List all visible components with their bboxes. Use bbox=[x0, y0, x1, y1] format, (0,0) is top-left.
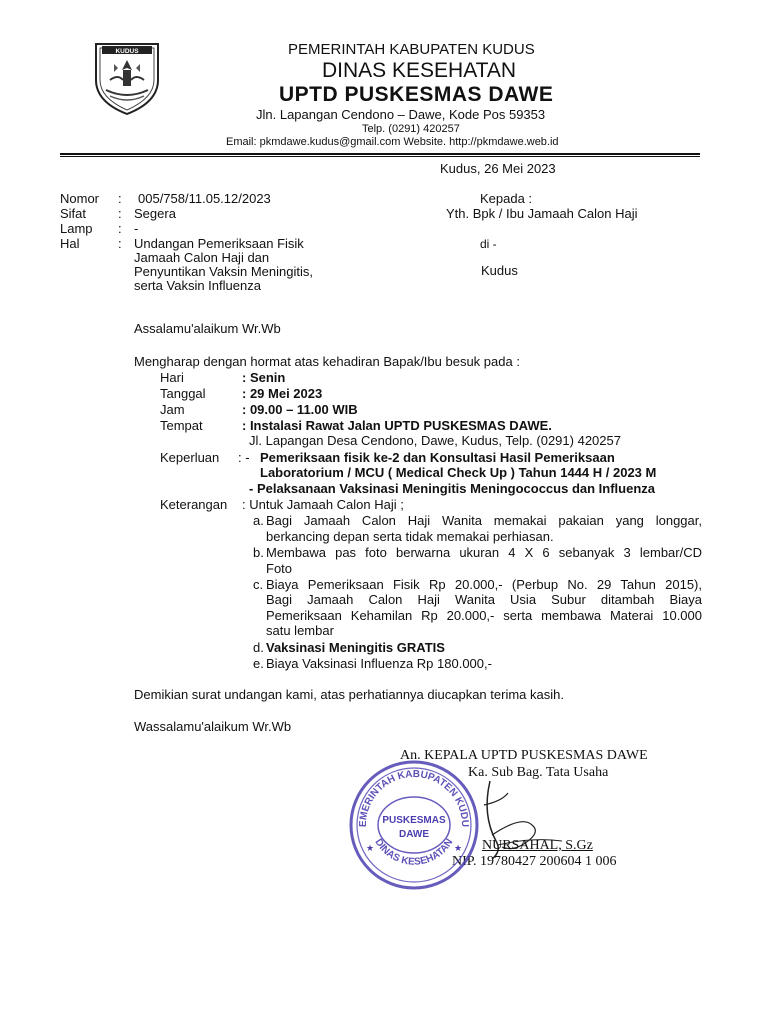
list-marker: d. bbox=[253, 640, 264, 655]
keperluan-label: Keperluan bbox=[160, 450, 220, 465]
meta-colon: : bbox=[118, 236, 122, 251]
keterangan-label: Keterangan bbox=[160, 497, 228, 512]
keperluan-line: - Pelaksanaan Vaksinasi Meningitis Meningococcus dan Influenza bbox=[249, 481, 656, 496]
list-item-line: Biaya Vaksinasi Influenza Rp 180.000,- bbox=[266, 656, 492, 671]
keterangan-intro: : Untuk Jamaah Calon Haji ; bbox=[242, 497, 404, 512]
detail-value-hari: : Senin bbox=[242, 370, 286, 385]
list-marker: b. bbox=[253, 545, 264, 560]
signature-title: An. KEPALA UPTD PUSKESMAS DAWE bbox=[400, 748, 648, 763]
keperluan-line: Pemeriksaan fisik ke-2 dan Konsultasi Hasil Pemeriksaan bbox=[260, 450, 615, 465]
closing-paragraph: Demikian surat undangan kami, atas perhatiannya diucapkan terima kasih. bbox=[134, 687, 564, 702]
list-marker: e. bbox=[253, 656, 264, 671]
meta-label-hal: Hal bbox=[60, 236, 80, 251]
detail-label: Tempat bbox=[160, 418, 203, 433]
kop-agency: DINAS KESEHATAN bbox=[322, 59, 517, 82]
detail-label: Jam bbox=[160, 402, 185, 417]
intro-paragraph: Mengharap dengan hormat atas kehadiran Bapak/Ibu besuk pada : bbox=[134, 354, 520, 369]
official-stamp bbox=[344, 755, 484, 895]
list-item-line: Membawa pas foto berwarna ukuran 4 X 6 sebanyak 3 lembar/CD bbox=[266, 545, 702, 560]
meta-value-sifat: Segera bbox=[134, 206, 176, 221]
recipient-di: di - bbox=[480, 237, 497, 251]
list-item-line: Bagi Jamaah Calon Haji Wanita Usia Subur ditambah Biaya bbox=[266, 592, 702, 607]
svg-text:★: ★ bbox=[454, 843, 463, 853]
detail-label: Tanggal bbox=[160, 386, 206, 401]
kop-government: PEMERINTAH KABUPATEN KUDUS bbox=[288, 41, 535, 58]
signatory-nip: NIP. 19780427 200604 1 006 bbox=[452, 854, 617, 869]
svg-text:DAWE: DAWE bbox=[399, 829, 429, 840]
keperluan-line: Laboratorium / MCU ( Medical Check Up ) Tahun 1444 H / 2023 M bbox=[260, 465, 657, 480]
meta-value-lamp: - bbox=[134, 221, 139, 236]
regency-logo bbox=[92, 40, 162, 116]
meta-value-nomor: 005/758/11.05.12/2023 bbox=[138, 191, 271, 206]
regency-crest-icon bbox=[92, 40, 162, 116]
kop-divider-thin bbox=[60, 156, 700, 157]
recipient-yth: Yth. Bpk / Ibu Jamaah Calon Haji bbox=[446, 206, 638, 221]
letter-date: Kudus, 26 Mei 2023 bbox=[440, 161, 556, 176]
kop-divider bbox=[60, 153, 700, 155]
detail-value-jam: : 09.00 – 11.00 WIB bbox=[242, 402, 358, 417]
meta-label-nomor: Nomor bbox=[60, 191, 100, 206]
stamp-seal-icon bbox=[344, 755, 484, 895]
hal-line: Penyuntikan Vaksin Meningitis, bbox=[134, 264, 313, 279]
meta-value-hal: Undangan Pemeriksaan Fisik bbox=[134, 236, 304, 251]
kop-phone: Telp. (0291) 420257 bbox=[362, 123, 460, 135]
svg-text:KUDUS: KUDUS bbox=[115, 48, 139, 55]
list-item-line: Biaya Pemeriksaan Fisik Rp 20.000,- (Perbup No. 29 Tahun 2015), bbox=[266, 577, 702, 592]
greeting: Assalamu'alaikum Wr.Wb bbox=[134, 321, 281, 336]
detail-label: Hari bbox=[160, 370, 184, 385]
list-item-line: satu lembar bbox=[266, 623, 334, 638]
list-item-line: Pemeriksaan Kehamilan Rp 20.000,- serta membawa Materai 10.000 bbox=[266, 608, 702, 623]
svg-text:★: ★ bbox=[366, 843, 375, 853]
kop-contact: Email: pkmdawe.kudus@gmail.com Website. http://pkmdawe.web.id bbox=[226, 136, 559, 148]
svg-text:DINAS KESEHATAN: DINAS KESEHATAN bbox=[372, 837, 456, 868]
list-item-line: berkancing depan serta tidak memakai perhiasan. bbox=[266, 529, 554, 544]
signature-subtitle: Ka. Sub Bag. Tata Usaha bbox=[468, 765, 609, 780]
recipient-place: Kudus bbox=[481, 263, 518, 278]
svg-text:PEMERINTAH KABUPATEN KUDUS: EMERINTAH KABUPATEN KUDU bbox=[357, 768, 471, 828]
closing-salam: Wassalamu'alaikum Wr.Wb bbox=[134, 719, 292, 734]
recipient-kepada: Kepada : bbox=[480, 191, 533, 206]
meta-colon: : bbox=[118, 191, 122, 206]
keperluan-prefix: : - bbox=[238, 450, 250, 465]
hal-line: serta Vaksin Influenza bbox=[134, 278, 261, 293]
hal-line: Jamaah Calon Haji dan bbox=[134, 250, 270, 265]
meta-label-sifat: Sifat bbox=[60, 206, 87, 221]
kop-institution: UPTD PUSKESMAS DAWE bbox=[279, 83, 554, 106]
list-marker: c. bbox=[253, 577, 264, 592]
list-item-line: Vaksinasi Meningitis GRATIS bbox=[266, 640, 445, 655]
list-item-line: Foto bbox=[266, 561, 293, 576]
svg-text:PUSKESMAS: PUSKESMAS bbox=[382, 815, 446, 826]
meta-colon: : bbox=[118, 221, 122, 236]
tempat-address: Jl. Lapangan Desa Cendono, Dawe, Kudus, Telp. (0291) 420257 bbox=[249, 433, 621, 448]
detail-value-tempat: : Instalasi Rawat Jalan UPTD PUSKESMAS DAWE. bbox=[242, 418, 552, 433]
list-marker: a. bbox=[253, 513, 264, 528]
meta-label-lamp: Lamp bbox=[60, 221, 93, 236]
kop-address: Jln. Lapangan Cendono – Dawe, Kode Pos 59353 bbox=[256, 107, 546, 122]
signatory-name: NURSAHAL, S.Gz bbox=[482, 838, 593, 853]
detail-value-tanggal: : 29 Mei 2023 bbox=[242, 386, 323, 401]
list-item-line: Bagi Jamaah Calon Haji Wanita memakai pakaian yang longgar, bbox=[266, 513, 702, 528]
meta-colon: : bbox=[118, 206, 122, 221]
